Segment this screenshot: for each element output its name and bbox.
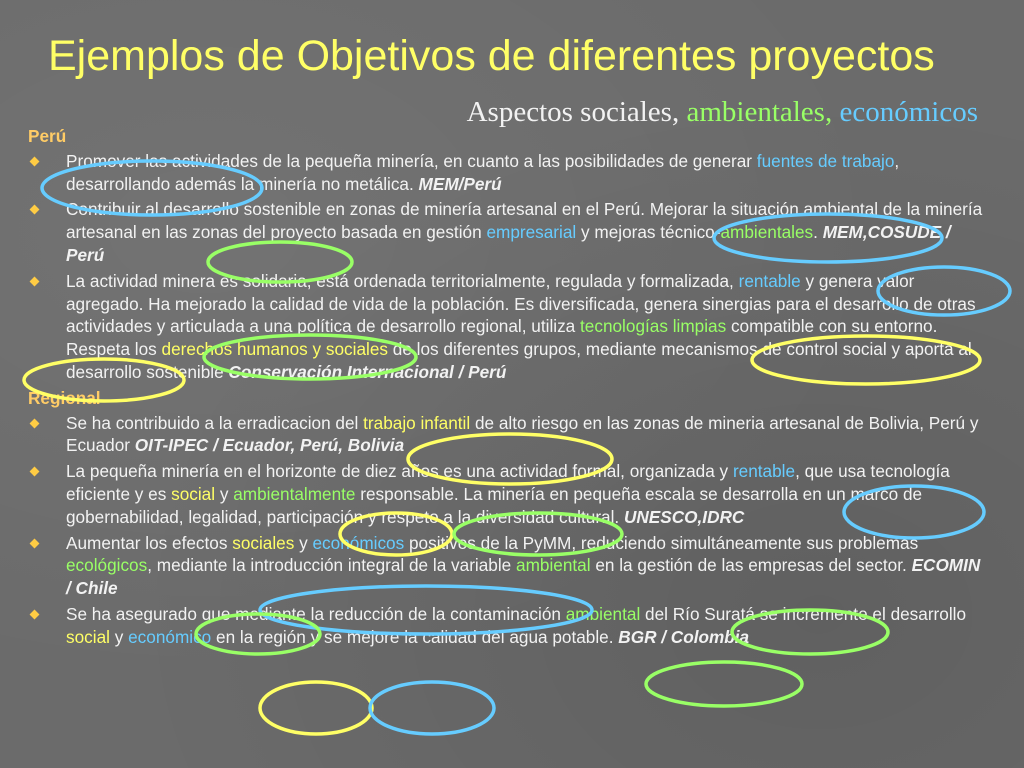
text-run: . [813,222,823,243]
bullet-icon [30,609,40,619]
oval-social-2 [260,682,372,734]
oval-economico [370,682,494,734]
text-run: y [294,532,313,553]
highlight-economico: económico [128,626,212,647]
text-run: , mediante la introducción integral de la variable [147,555,517,576]
bullet-list-regional [28,412,988,649]
slide-content [28,125,988,652]
slide-title: Ejemplos de Objetivos de diferentes proyectos [48,32,935,80]
highlight-trabajo-infantil: trabajo infantil [363,412,471,433]
highlight-tecnologias-limpias: tecnologías limpias [580,316,727,337]
bullet-icon [30,418,40,428]
text-run: Promover las actividades de la pequeña minería, en cuanto a las posibilidades de generar [66,150,757,171]
text-run: y [109,626,129,647]
highlight-social: social [171,483,216,504]
text-run: La actividad minera es solidaria, está ordenada territorialmente, regulada y formalizada, [66,270,739,291]
bullet-icon [30,205,40,215]
subtitle-sociales: Aspectos sociales, [466,96,687,128]
bullet-icon [30,538,40,548]
highlight-ambiental: ambiental [565,603,641,624]
text-run: , que usa tecnología eficiente y es [66,461,950,504]
list-item [28,270,988,384]
highlight-economicos: económicos [312,532,405,553]
text-run: Aumentar los efectos [66,532,233,553]
source-citation: MEM,COSUDE / Perú [66,222,951,265]
highlight-ecologicos: ecológicos [66,555,148,576]
list-item [28,603,988,649]
highlight-rentable: rentable [732,461,796,482]
text-run: Se ha asegurado que mediante la reducción de la contaminación [66,603,566,624]
list-item [28,198,988,266]
highlight-sociales: sociales [232,532,295,553]
source-citation: OIT-IPEC / Ecuador, Perú, Bolivia [134,435,405,456]
text-run: y mejoras técnico- [576,222,721,243]
list-item [28,532,988,600]
subtitle-ambientales: ambientales, [686,96,840,128]
text-run: positivos de la PyMM, reduciendo simultáneamente sus problemas [404,532,919,553]
text-run: en la región y se mejore la calidad del agua potable. [211,626,619,647]
highlight-social: social [66,626,110,647]
highlight-empresarial: empresarial [486,222,577,243]
source-citation: ECOMIN / Chile [66,555,981,599]
list-item [28,412,988,458]
highlight-fuentes-de-trabajo: fuentes de trabajo [756,150,895,171]
text-run: , desarrollando además la minería no metálica. [66,150,900,194]
text-run: Se ha contribuido a la erradicacion del [66,412,364,433]
source-citation: Conservación Internacional / Perú [228,361,507,382]
bullet-icon [30,156,40,166]
text-run: en la gestión de las empresas del sector. [590,555,912,576]
bullet-icon [30,467,40,477]
section-label-regional: Regional [28,387,101,408]
text-run: responsable. La minería en pequeña escala se desarrolla en un marco de gobernabilidad, legalidad, participación y respeto a la diversidad cultural. [66,483,923,527]
highlight-ambiental: ambiental [516,555,591,576]
subtitle-economicos: económicos [839,96,978,128]
text-run: Contribuir al desarrollo sostenible en zonas de minería artesanal en el Perú. Mejorar la situación ambiental de la minería artesanal en las zonas del proyecto basada en gestión [66,199,983,243]
list-item [28,150,988,196]
bullet-icon [30,276,40,286]
source-citation: MEM/Perú [418,173,502,194]
highlight-rentable: rentable [738,270,801,291]
text-run: de alto riesgo en las zonas de mineria artesanal de Bolivia, Perú y Ecuador [66,412,979,456]
text-run: y genera valor agregado. Ha mejorado la calidad de vida de la población. Es diversificada, genera sinergias para el desarrollo de otras actividades y articulada a una política de desarrollo regional, utiliza [66,270,976,337]
bullet-list-peru [28,150,988,384]
source-citation: UNESCO,IDRC [623,506,745,527]
highlight-ambientalmente: ambientalmente [233,483,356,504]
list-item [28,460,988,528]
section-label-peru: Perú [28,126,67,146]
highlight-derechos-humanos: derechos humanos y sociales [161,339,388,360]
text-run: compatible con su entorno. Respeta los [66,316,938,360]
text-run: y [215,483,234,504]
oval-ambiental-2 [646,662,802,706]
text-run: de los diferentes grupos, mediante mecanismos de control social y aporta al desarrollo sostenible [66,339,972,382]
text-run: La pequeña minería en el horizonte de diez años es una actividad formal, organizada y [66,461,733,482]
source-citation: BGR / Colombia [618,626,750,647]
text-run: del Río Suratá se incremente el desarrollo [640,603,967,624]
highlight-ambientales: ambientales [720,222,814,243]
